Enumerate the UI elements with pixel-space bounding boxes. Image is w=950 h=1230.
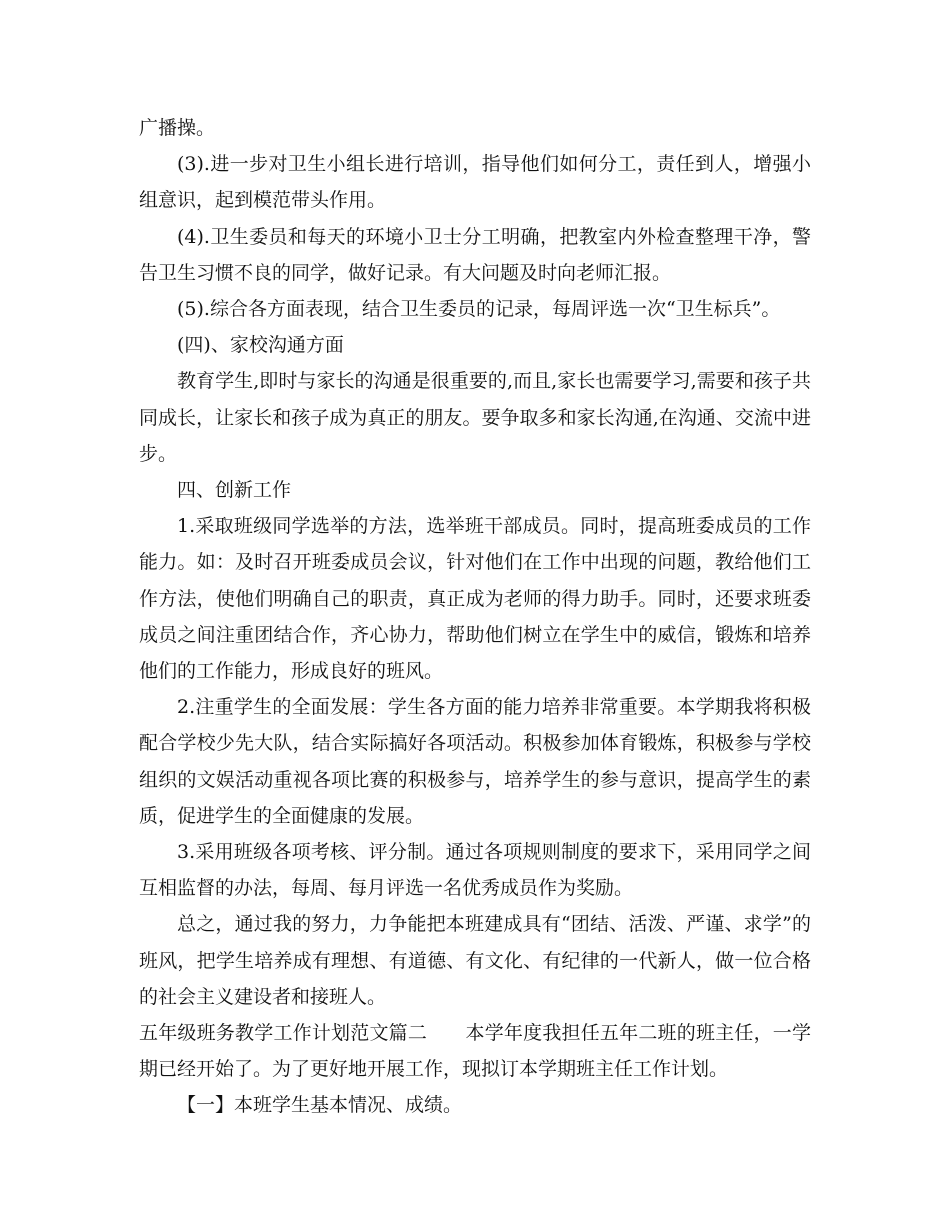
paragraph: 2.注重学生的全面发展：学生各方面的能力培养非常重要。本学期我将积极配合学校少先大队，结合实际搞好各项活动。积极参加体育锻炼，积极参与学校组织的文娱活动重视各项比赛的积极参与，培养学生的参与意识，提高学生的素质，促进学生的全面健康的发展。 xyxy=(139,696,811,827)
paragraph: 教育学生,即时与家长的沟通是很重要的,而且,家长也需要学习,需要和孩子共同成长，让家长和孩子成为真正的朋友。要争取多和家长沟通,在沟通、交流中进步。 xyxy=(139,370,811,465)
paragraph: 1.采取班级同学选举的方法，选举班干部成员。同时，提高班委成员的工作能力。如：及时召开班委成员会议，针对他们在工作中出现的问题，教给他们工作方法，使他们明确自己的职责，真正成为老师的得力助手。同时，还要求班委成员之间注重团结合作，齐心协力，帮助他们树立在学生中的威信，锻炼和培养他们的工作能力，形成良好的班风。 xyxy=(139,515,811,683)
paragraph: (4).卫生委员和每天的环境小卫士分工明确，把教室内外检查整理干净，警告卫生习惯不良的同学，做好记录。有大问题及时向老师汇报。 xyxy=(139,225,811,284)
paragraph: 五年级班务教学工作计划范文篇二 本学年度我担任五年二班的班主任，一学期已经开始了。为了更好地开展工作，现拟订本学期班主任工作计划。 xyxy=(139,1022,811,1081)
section-heading: 【一】本班学生基本情况、成绩。 xyxy=(177,1094,463,1117)
paragraph: 广播操。 xyxy=(139,117,216,139)
paragraph: (3).进一步对卫生小组长进行培训，指导他们如何分工，责任到人，增强小组意识，起到模范带头作用。 xyxy=(139,153,811,212)
section-heading: (四)、家校沟通方面 xyxy=(177,334,344,357)
paragraph: 3.采用班级各项考核、评分制。通过各项规则制度的要求下，采用同学之间互相监督的办法，每周、每月评选一名优秀成员作为奖励。 xyxy=(139,841,811,900)
paragraph: 总之，通过我的努力，力争能把本班建成具有“团结、活泼、严谨、求学”的班风，把学生培养成有理想、有道德、有文化、有纪律的一代新人，做一位合格的社会主义建设者和接班人。 xyxy=(139,913,811,1008)
section-heading: 四、创新工作 xyxy=(177,479,292,502)
document-body xyxy=(139,110,811,1124)
paragraph: (5).综合各方面表现，结合卫生委员的记录，每周评选一次“卫生标兵”。 xyxy=(177,298,781,321)
